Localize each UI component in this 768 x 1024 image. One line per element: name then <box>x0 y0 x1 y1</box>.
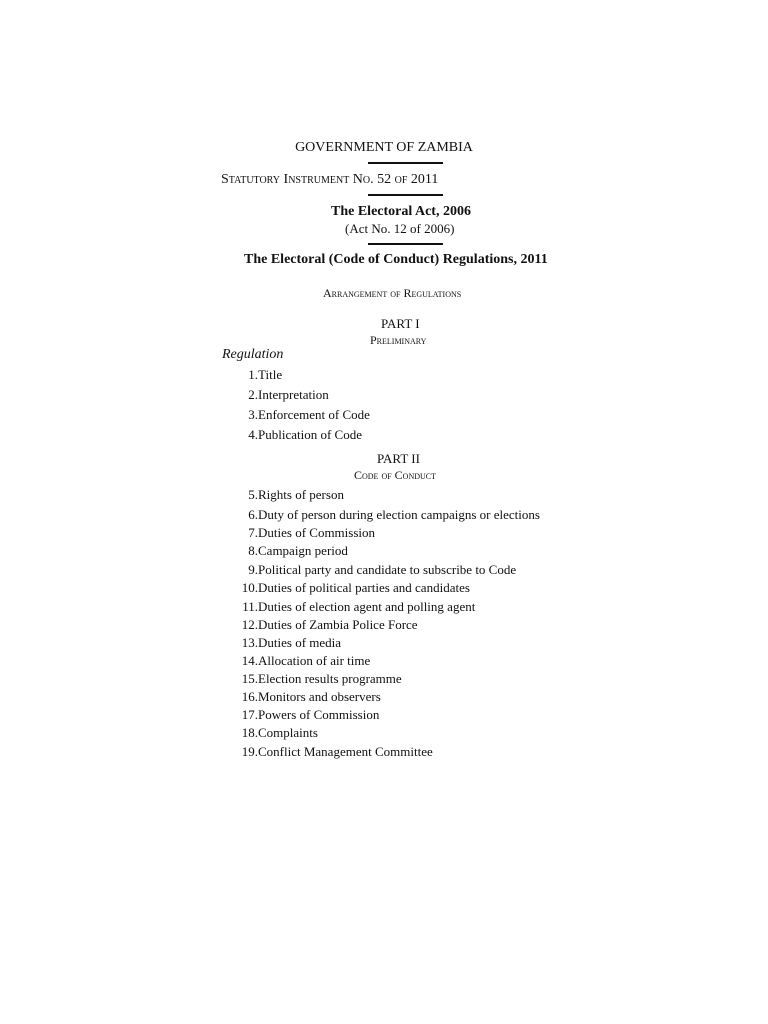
list-item: 4. Publication of Code <box>248 427 362 442</box>
divider-rule <box>368 162 443 164</box>
divider-rule <box>368 243 443 245</box>
list-item: 2. Interpretation <box>248 387 329 402</box>
list-item: 14. Allocation of air time <box>241 653 371 668</box>
regulations-title: The Electoral (Code of Conduct) Regulations, 2011 <box>244 252 548 267</box>
list-item: 18. Complaints <box>241 725 318 740</box>
part2-subheading: Code of Conduct <box>354 468 437 482</box>
divider-rule <box>368 194 443 196</box>
list-item: 19. Conflict Management Committee <box>241 744 433 759</box>
list-item: 15. Election results programme <box>241 671 402 686</box>
list-item: 16. Monitors and observers <box>241 689 381 704</box>
statutory-instrument-line <box>221 172 438 188</box>
list-item: 13. Duties of media <box>241 635 342 650</box>
list-item: 12. Duties of Zambia Police Force <box>241 617 418 632</box>
list-item: 7. Duties of Commission <box>248 525 376 540</box>
list-item: 5. Rights of person <box>248 487 344 502</box>
regulation-column-label: Regulation <box>222 347 284 362</box>
act-title: The Electoral Act, 2006 <box>331 204 471 219</box>
act-number: (Act No. 12 of 2006) <box>345 221 455 236</box>
list-item: 3. Enforcement of Code <box>248 407 370 422</box>
part1-heading: PART I <box>381 316 420 331</box>
list-item: 10. Duties of political parties and candidates <box>241 580 470 595</box>
government-heading: GOVERNMENT OF ZAMBIA <box>295 140 473 155</box>
instrument-label: Statutory Instrument No. 52 of <box>221 172 408 187</box>
list-item: 6. Duty of person during election campaigns or elections <box>248 507 540 522</box>
list-item: 17. Powers of Commission <box>241 707 380 722</box>
part2-heading: PART II <box>377 451 420 466</box>
arrangement-heading: Arrangement of Regulations <box>323 286 462 300</box>
list-item: 1. Title <box>248 367 283 382</box>
list-item: 8. Campaign period <box>248 543 348 558</box>
part1-subheading: Preliminary <box>370 333 427 347</box>
list-item: 9. Political party and candidate to subscribe to Code <box>248 562 517 577</box>
instrument-year: 2011 <box>410 172 439 187</box>
list-item: 11. Duties of election agent and polling agent <box>242 599 476 614</box>
